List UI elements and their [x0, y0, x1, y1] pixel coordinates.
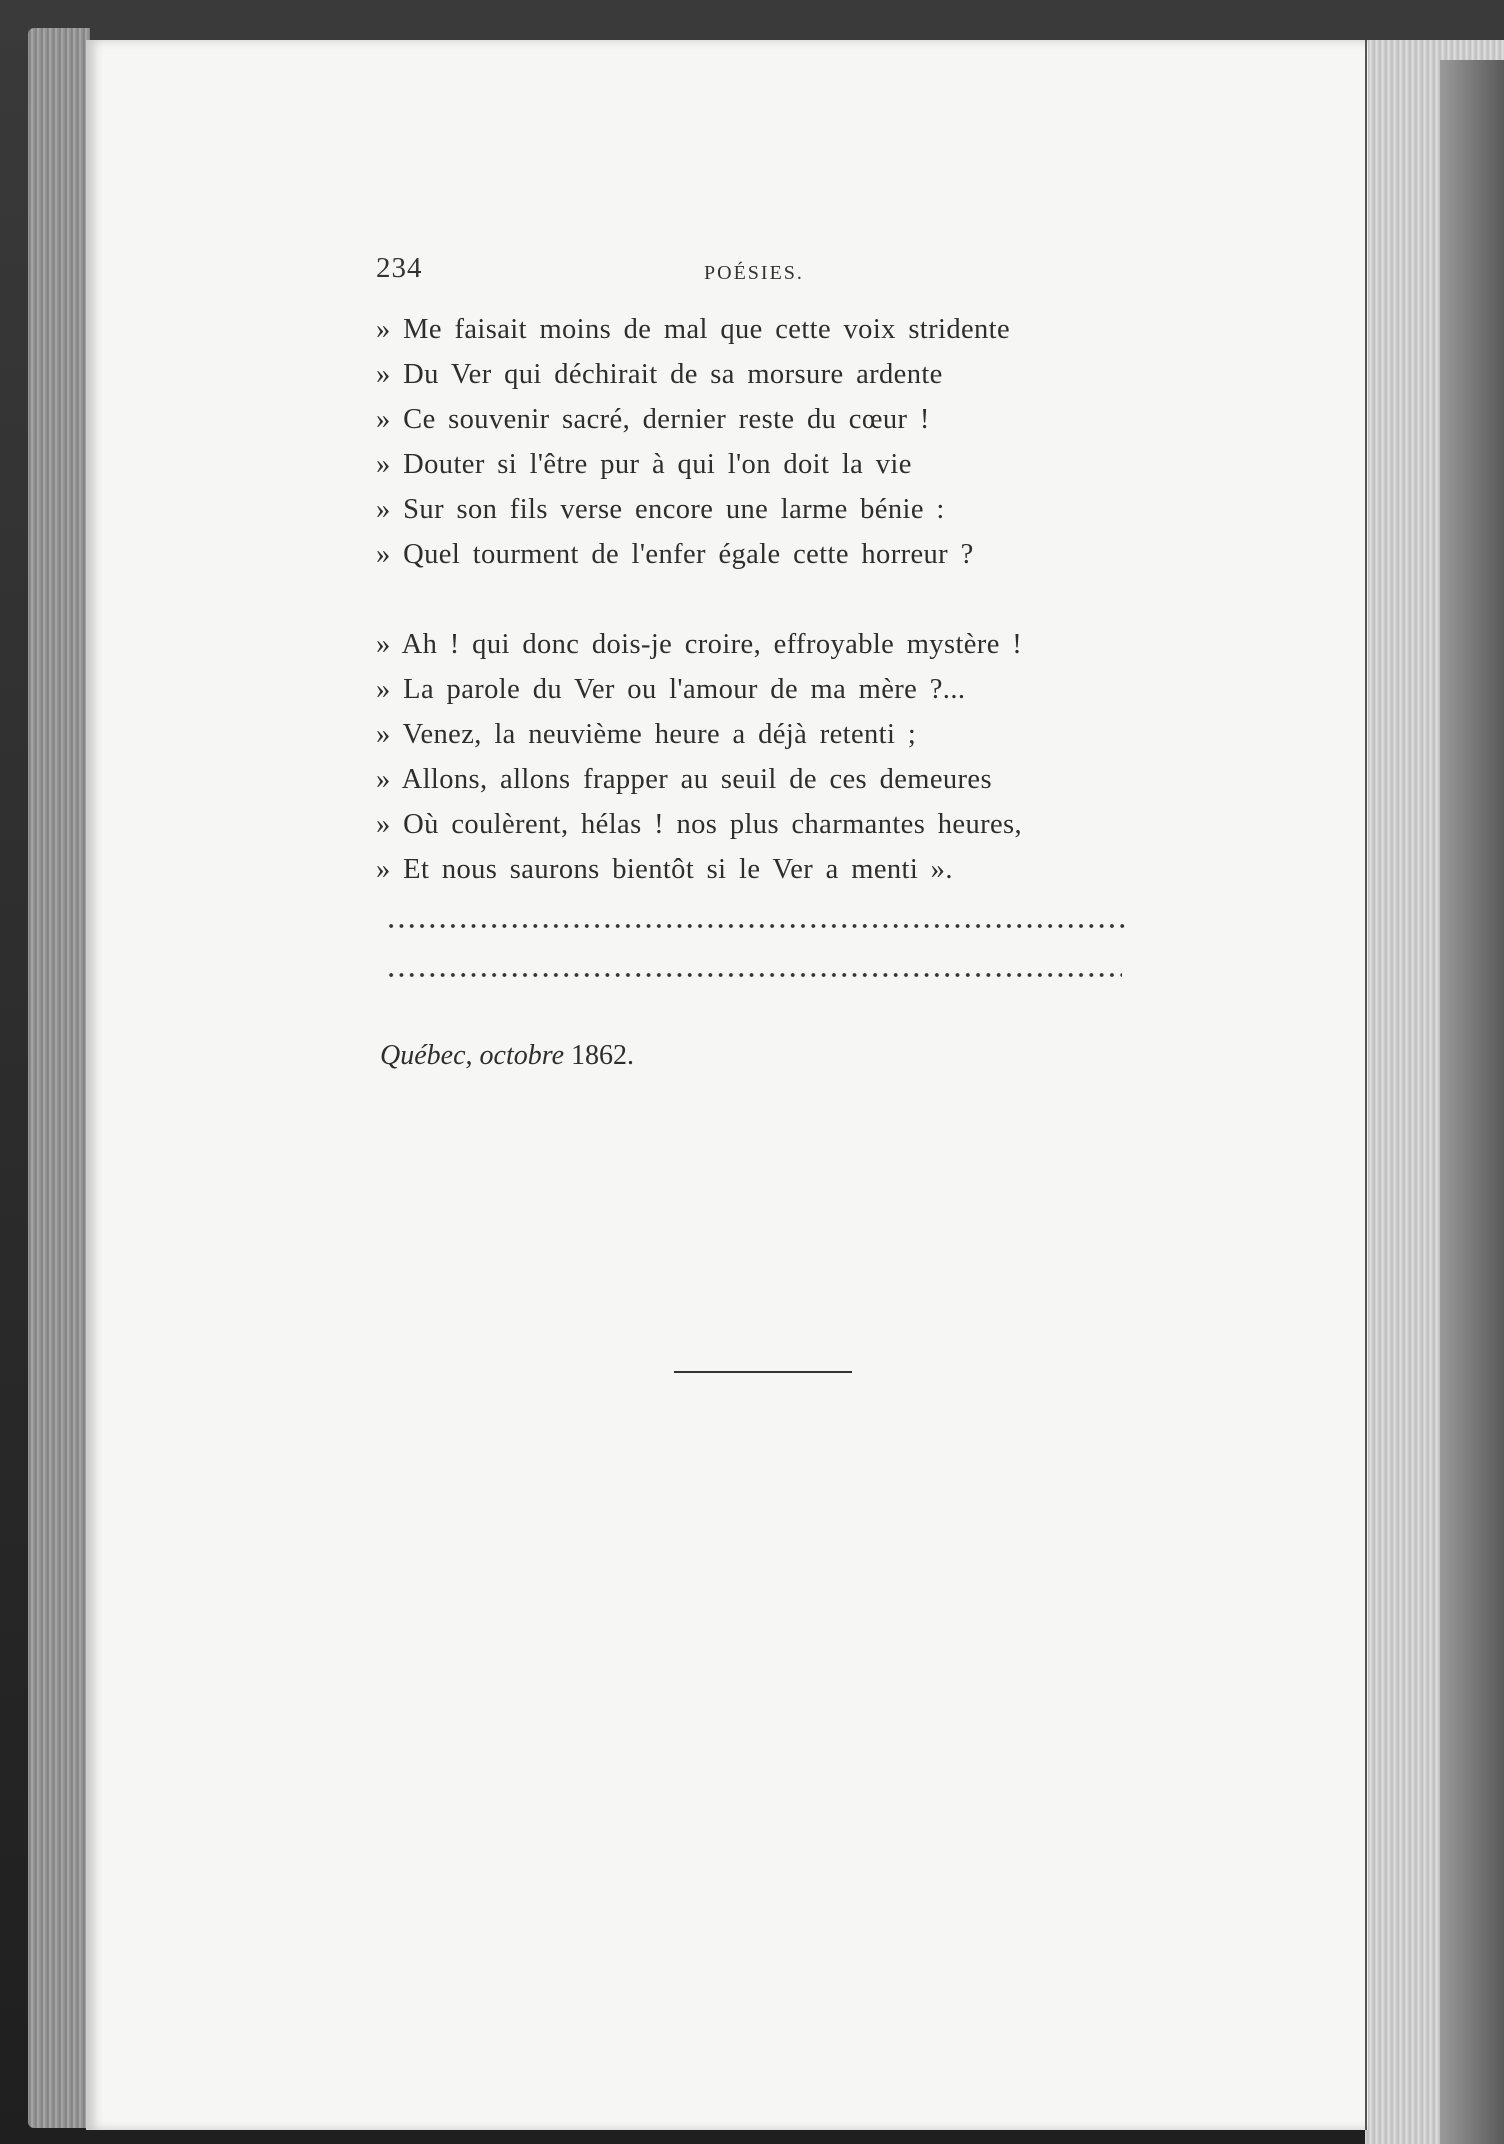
verse-line: » Sur son fils verse encore une larme bénie : — [376, 494, 945, 525]
verse-line: » Me faisait moins de mal que cette voix stridente — [376, 314, 1011, 345]
book-page — [86, 40, 1368, 2130]
page-number: 234 — [376, 252, 423, 284]
page-edges-left — [28, 28, 90, 2128]
verse-line: » Quel tourment de l'enfer égale cette horreur ? — [376, 539, 974, 570]
closing-rule — [674, 1371, 852, 1373]
verse-line: » Douter si l'être pur à qui l'on doit la vie — [376, 449, 912, 480]
running-head — [376, 252, 816, 292]
verse-line: » Et nous saurons bientôt si le Ver a menti ». — [376, 854, 953, 885]
dateline-year: 1862. — [571, 1040, 635, 1071]
page-edge-line — [1365, 40, 1367, 2130]
ellipsis-row — [386, 972, 1122, 978]
dateline-month: octobre — [479, 1040, 565, 1071]
verse-line: » Ah ! qui donc dois-je croire, effroyable mystère ! — [376, 629, 1023, 660]
verse-line: » Du Ver qui déchirait de sa morsure ardente — [376, 359, 943, 390]
ellipsis-row — [386, 923, 1126, 929]
verse-line: » Allons, allons frapper au seuil de ces demeures — [376, 764, 992, 795]
dateline — [380, 1040, 634, 1072]
verse-line: » Venez, la neuvième heure a déjà retenti ; — [376, 719, 917, 750]
book-cover-edge — [1440, 60, 1504, 2144]
verse-line: » La parole du Ver ou l'amour de ma mère ?... — [376, 674, 966, 705]
section-title: POÉSIES. — [704, 262, 804, 284]
dateline-place: Québec, — [380, 1040, 473, 1071]
verse-line: » Où coulèrent, hélas ! nos plus charmantes heures, — [376, 809, 1023, 840]
verse-line: » Ce souvenir sacré, dernier reste du cœur ! — [376, 404, 930, 435]
